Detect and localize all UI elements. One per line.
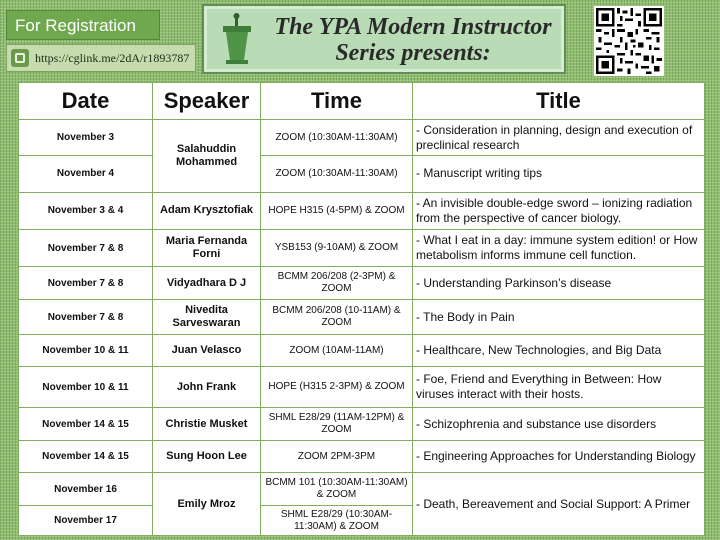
header-date: Date xyxy=(19,83,153,120)
date-cell: November 17 xyxy=(19,506,153,536)
date-cell: November 3 xyxy=(19,120,153,156)
date-cell: November 4 xyxy=(19,156,153,192)
date-cell: November 14 & 15 xyxy=(19,407,153,440)
qr-code-icon[interactable] xyxy=(594,6,664,76)
speaker-cell: Nivedita Sarveswaran xyxy=(153,300,261,335)
date-cell: November 7 & 8 xyxy=(19,229,153,266)
time-cell: ZOOM (10AM-11AM) xyxy=(261,335,413,367)
speaker-cell: Juan Velasco xyxy=(153,335,261,367)
title-cell: - Death, Bereavement and Social Support: A Primer xyxy=(413,473,705,536)
registration-label: For Registration xyxy=(6,10,160,40)
table-row xyxy=(19,367,705,408)
speaker-cell: Emily Mroz xyxy=(153,473,261,536)
time-cell: SHML E28/29 (11AM-12PM) & ZOOM xyxy=(261,407,413,440)
speaker-cell: John Frank xyxy=(153,367,261,408)
time-cell: SHML E28/29 (10:30AM-11:30AM) & ZOOM xyxy=(261,506,413,536)
speaker-cell: Christie Musket xyxy=(153,407,261,440)
banner-title xyxy=(268,14,558,66)
table-row xyxy=(19,300,705,335)
table-row xyxy=(19,407,705,440)
title-cell: - What I eat in a day: immune system edition! or How metabolism informs immune cell function. xyxy=(413,229,705,266)
link-icon xyxy=(11,49,29,67)
registration-link[interactable] xyxy=(6,44,196,72)
time-cell: BCMM 101 (10:30AM-11:30AM) & ZOOM xyxy=(261,473,413,506)
date-cell: November 10 & 11 xyxy=(19,335,153,367)
speaker-cell: Salahuddin Mohammed xyxy=(153,120,261,193)
time-cell: ZOOM (10:30AM-11:30AM) xyxy=(261,120,413,156)
title-cell: - Consideration in planning, design and execution of preclinical research xyxy=(413,120,705,156)
time-cell: ZOOM 2PM-3PM xyxy=(261,441,413,473)
table-row xyxy=(19,156,705,192)
speaker-cell: Maria Fernanda Forni xyxy=(153,229,261,266)
title-cell: - An invisible double-edge sword – ionizing radiation from the perspective of cancer biology. xyxy=(413,192,705,229)
time-cell: YSB153 (9-10AM) & ZOOM xyxy=(261,229,413,266)
title-cell: - Manuscript writing tips xyxy=(413,156,705,192)
date-cell: November 7 & 8 xyxy=(19,267,153,300)
title-cell: - Schizophrenia and substance use disorders xyxy=(413,407,705,440)
date-cell: November 3 & 4 xyxy=(19,192,153,229)
table-row xyxy=(19,192,705,229)
time-cell: ZOOM (10:30AM-11:30AM) xyxy=(261,156,413,192)
schedule-table xyxy=(18,82,705,536)
table-row xyxy=(19,441,705,473)
speaker-cell: Adam Krysztofiak xyxy=(153,192,261,229)
table-row xyxy=(19,267,705,300)
time-cell: HOPE (H315 2-3PM) & ZOOM xyxy=(261,367,413,408)
banner-title-line-1: The YPA Modern Instructor xyxy=(274,14,552,40)
table-row xyxy=(19,473,705,506)
date-cell: November 7 & 8 xyxy=(19,300,153,335)
table-row xyxy=(19,335,705,367)
table-row xyxy=(19,229,705,266)
header-title: Title xyxy=(413,83,705,120)
time-cell: BCMM 206/208 (10-11AM) & ZOOM xyxy=(261,300,413,335)
date-cell: November 16 xyxy=(19,473,153,506)
header-time: Time xyxy=(261,83,413,120)
banner-title-line-2: Series presents: xyxy=(335,40,491,66)
registration-url[interactable]: https://cglink.me/2dA/r1893787 xyxy=(35,50,190,65)
speaker-cell: Sung Hoon Lee xyxy=(153,441,261,473)
speaker-cell: Vidyadhara D J xyxy=(153,267,261,300)
time-cell: BCMM 206/208 (2-3PM) & ZOOM xyxy=(261,267,413,300)
time-cell: HOPE H315 (4-5PM) & ZOOM xyxy=(261,192,413,229)
title-cell: - Healthcare, New Technologies, and Big Data xyxy=(413,335,705,367)
podium-icon xyxy=(220,12,254,66)
table-row xyxy=(19,120,705,156)
series-banner xyxy=(202,4,566,74)
title-cell: - The Body in Pain xyxy=(413,300,705,335)
title-cell: - Engineering Approaches for Understanding Biology xyxy=(413,441,705,473)
title-cell: - Foe, Friend and Everything in Between: How viruses interact with their hosts. xyxy=(413,367,705,408)
title-cell: - Understanding Parkinson’s disease xyxy=(413,267,705,300)
date-cell: November 10 & 11 xyxy=(19,367,153,408)
date-cell: November 14 & 15 xyxy=(19,441,153,473)
header-speaker: Speaker xyxy=(153,83,261,120)
table-header-row xyxy=(19,83,705,120)
